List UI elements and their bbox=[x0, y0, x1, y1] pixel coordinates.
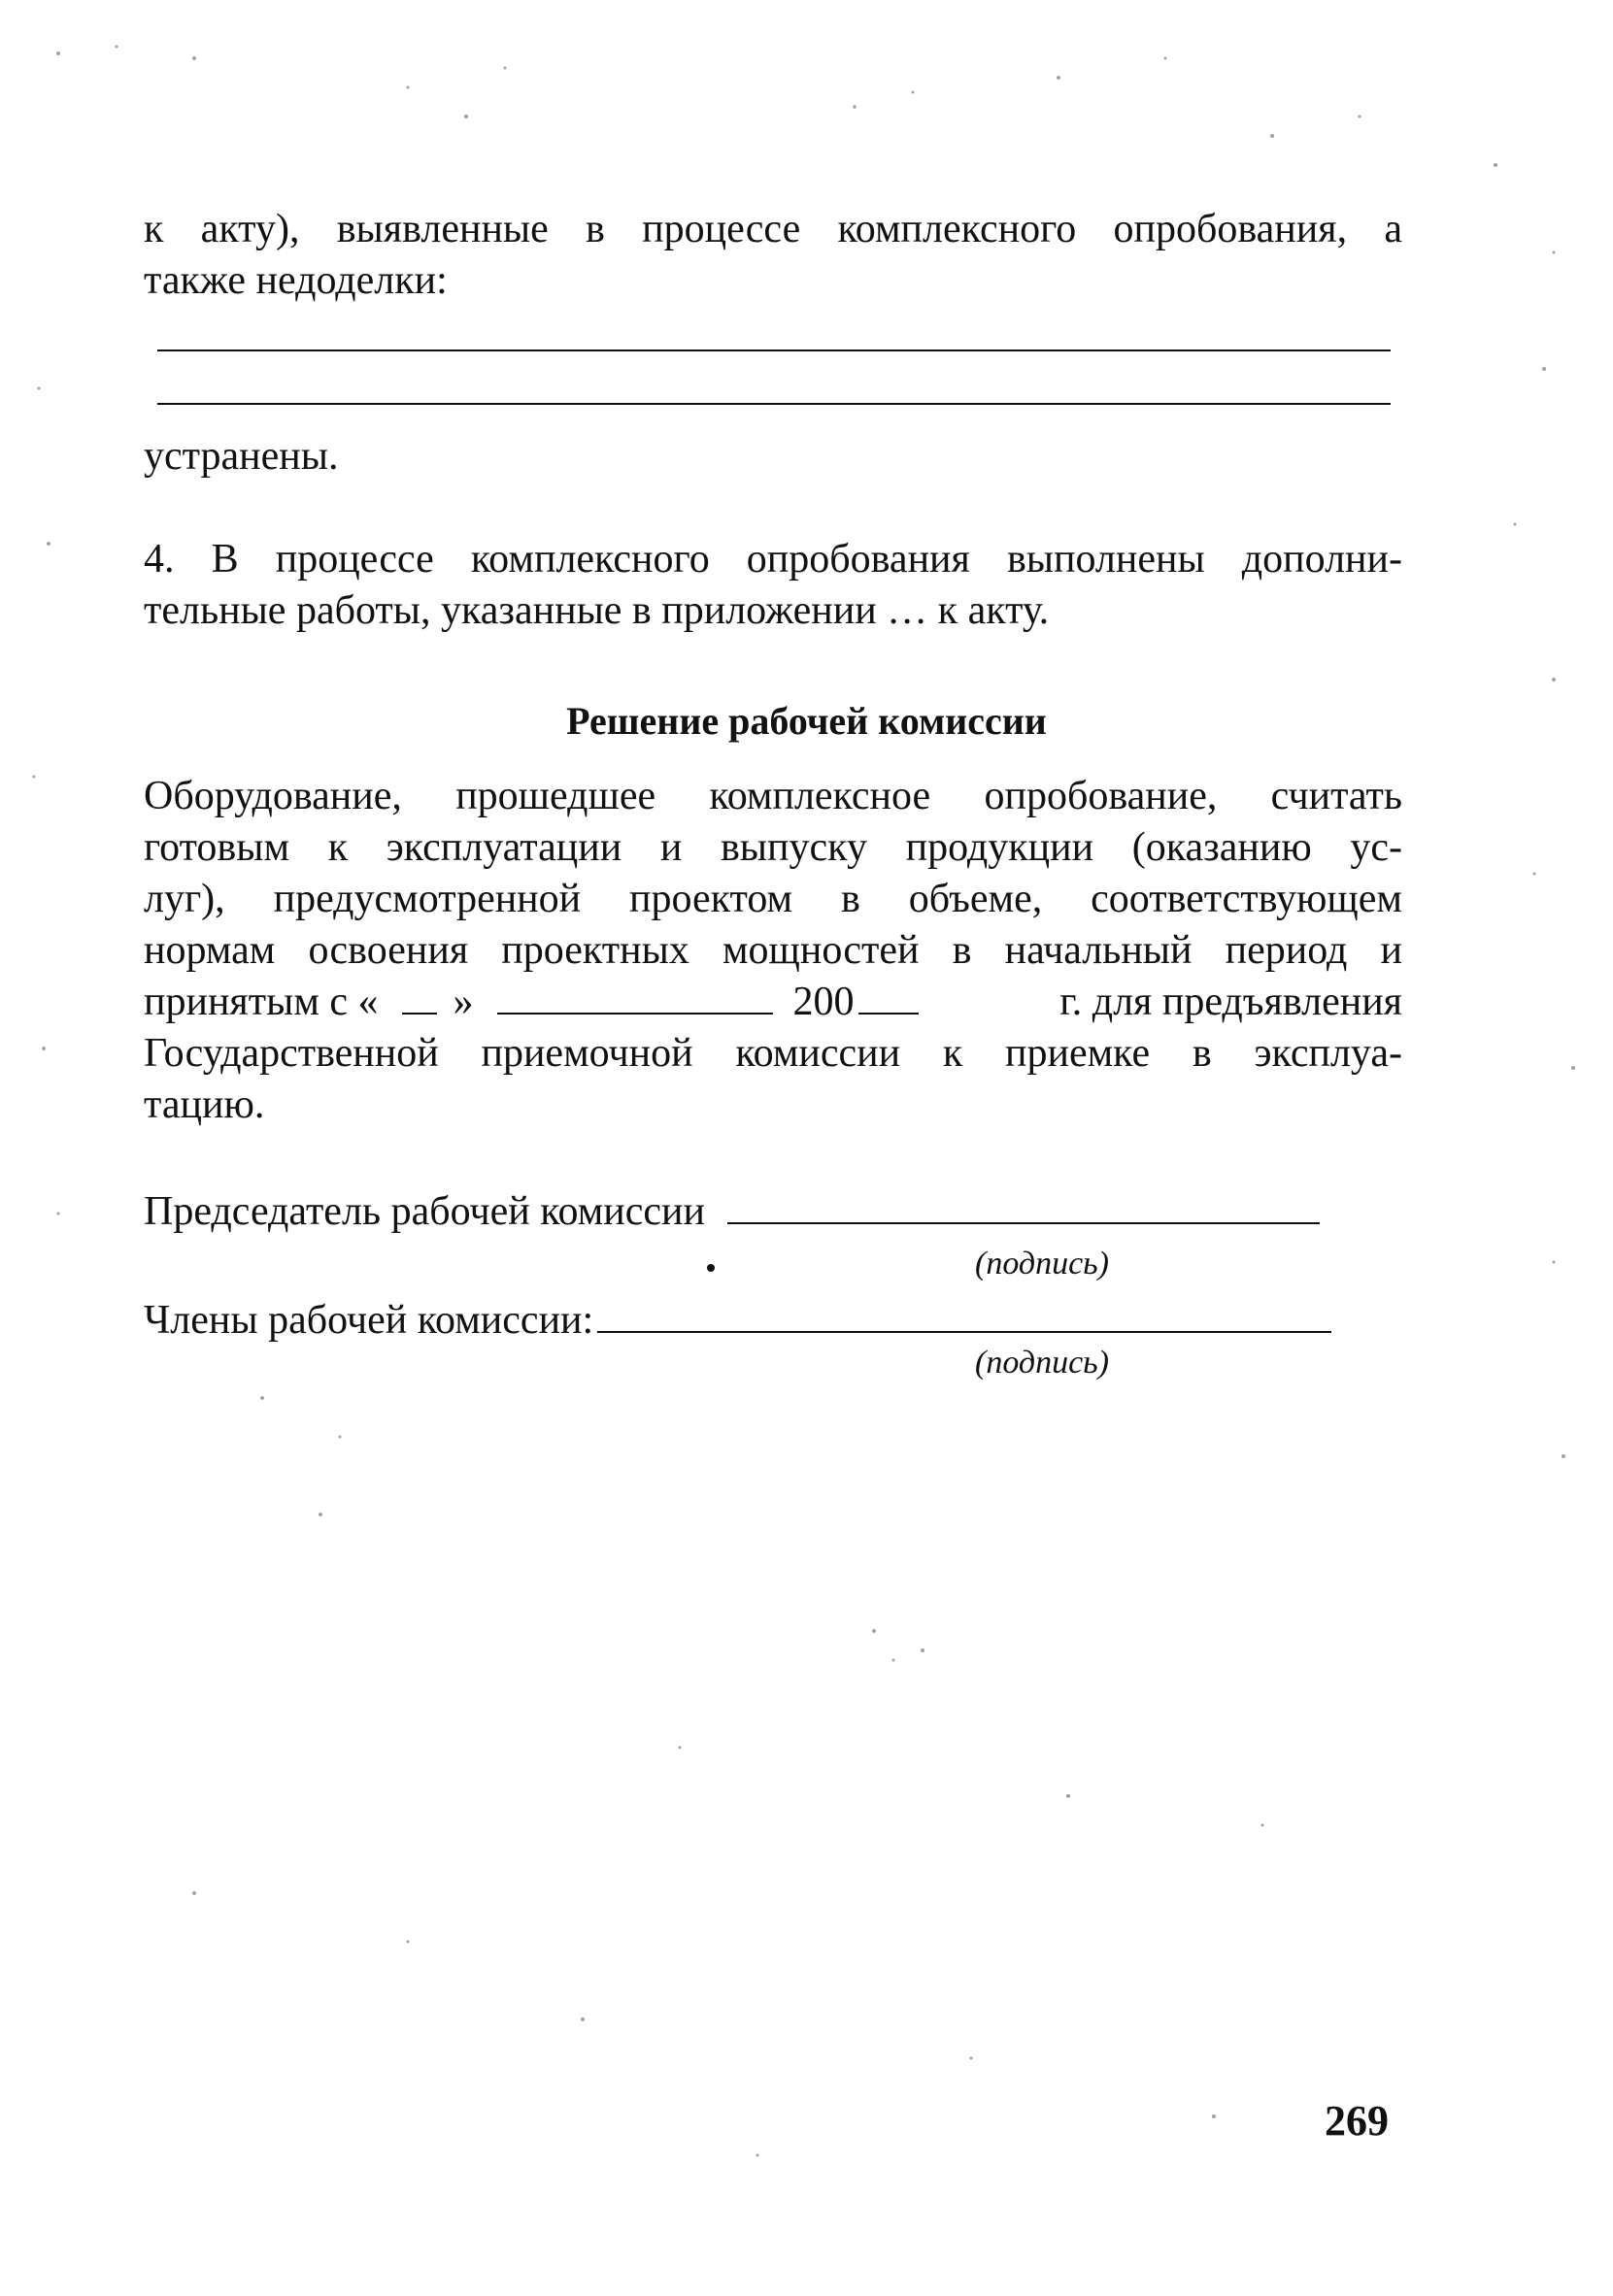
chair-label: Председатель рабочей комиссии bbox=[144, 1189, 705, 1234]
item-4-line-1: 4. В процессе комплексного опробования выполнены дополни- bbox=[144, 537, 1402, 582]
fill-in-line-2 bbox=[157, 403, 1391, 405]
intro-line-1: к акту), выявленные в процессе комплексного опробования, а bbox=[144, 207, 1402, 251]
decision-line-1: Оборудование, прошедшее комплексное опробование, считать bbox=[144, 774, 1402, 818]
chair-signature-row bbox=[144, 1186, 1320, 1238]
date-close-quote: » bbox=[453, 980, 474, 1024]
members-signature-row bbox=[144, 1295, 1331, 1347]
members-signature-line bbox=[597, 1296, 1331, 1333]
fill-in-line-1 bbox=[157, 349, 1391, 351]
decision-line-6: Государственной приемочной комиссии к приемке в эксплуа- bbox=[144, 1031, 1402, 1076]
chair-signature-caption: (подпись) bbox=[975, 1246, 1109, 1281]
members-signature-caption: (подпись) bbox=[975, 1345, 1109, 1381]
resolved-line: устранены. bbox=[144, 434, 339, 479]
decision-line-7: тацию. bbox=[144, 1082, 265, 1127]
intro-line-2: также недоделки: bbox=[144, 258, 448, 303]
stray-dot bbox=[707, 1264, 715, 1272]
day-blank bbox=[402, 978, 437, 1015]
members-label: Члены рабочей комиссии: bbox=[144, 1298, 594, 1343]
intro-paragraph bbox=[144, 204, 1402, 307]
decision-line-2: готовым к эксплуатации и выпуску продукции (оказанию ус- bbox=[144, 825, 1402, 870]
year-blank bbox=[858, 978, 919, 1015]
decision-line-4: нормам освоения проектных мощностей в начальный период и bbox=[144, 928, 1402, 973]
date-prefix: принятым с « bbox=[144, 980, 379, 1024]
decision-line-5 bbox=[144, 977, 1402, 1028]
item-4-line-2: тельные работы, указанные в приложении … к акту. bbox=[144, 588, 1050, 633]
decision-paragraph bbox=[144, 771, 1402, 1131]
item-4-paragraph bbox=[144, 534, 1402, 637]
section-title: Решение рабочей комиссии bbox=[566, 699, 1047, 743]
month-blank bbox=[497, 978, 773, 1015]
decision-line-3: луг), предусмотренной проектом в объеме, соответствующем bbox=[144, 877, 1402, 921]
resolved-text bbox=[144, 431, 1402, 482]
date-suffix: г. для предъявления bbox=[1059, 980, 1402, 1024]
chair-signature-line bbox=[727, 1187, 1320, 1224]
year-prefix: 200 bbox=[792, 980, 855, 1024]
page-number: 269 bbox=[1325, 2097, 1389, 2145]
